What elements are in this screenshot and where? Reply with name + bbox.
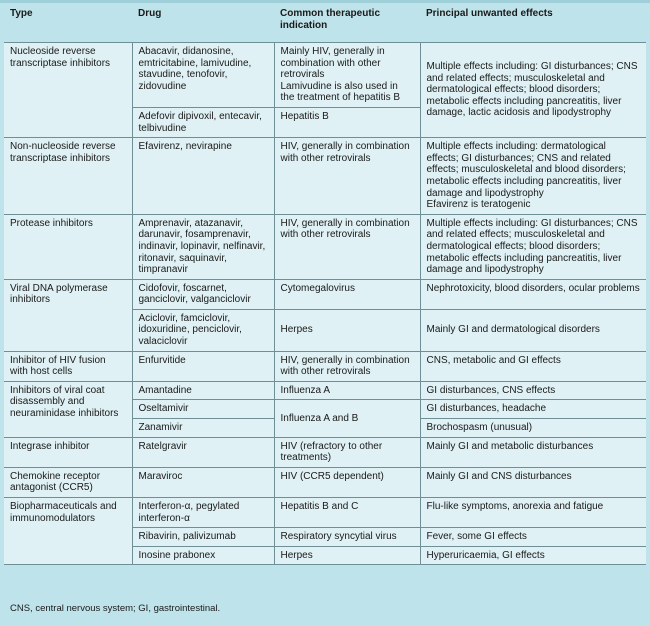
effects-cell: Hyperuricaemia, GI effects	[420, 546, 646, 565]
drug-cell: Amantadine	[132, 381, 274, 400]
indication-text: Mainly HIV, generally in combination with other retrovirals	[280, 46, 385, 81]
effects-text: Multiple effects including: dermatological effects; GI disturbances; CNS and related effects; musculoskeletal and blood disorders; metabolic effects including pancreatitis, liver damage and lipodystrophy	[426, 141, 626, 199]
indication-cell	[274, 43, 420, 108]
header-row	[4, 4, 646, 43]
table-row	[4, 43, 646, 108]
table-row	[4, 351, 646, 381]
type-cell: Nucleoside reverse transcriptase inhibitors	[4, 43, 132, 138]
type-cell: Viral DNA polymerase inhibitors	[4, 279, 132, 351]
effects-cell: CNS, metabolic and GI effects	[420, 351, 646, 381]
type-cell: Biopharmaceuticals and immunomodulators	[4, 498, 132, 565]
effects-cell: Nephrotoxicity, blood disorders, ocular problems	[420, 279, 646, 309]
type-cell: Inhibitors of viral coat disassembly and neuraminidase inhibitors	[4, 381, 132, 437]
effects-cell: Multiple effects including: GI disturbances; CNS and related effects; musculoskeletal and dermatological effects; blood disorders; metabolic effects including pancreatitis, liver damage, lactic acidosis and lipodystrophy	[420, 43, 646, 138]
drug-cell: Aciclovir, famciclovir, idoxuridine, penciclovir, valaciclovir	[132, 309, 274, 351]
top-rule	[0, 0, 650, 3]
indication-cell: HIV, generally in combination with other retrovirals	[274, 351, 420, 381]
header-indication: Common therapeutic indication	[274, 4, 420, 43]
effects-cell: Fever, some GI effects	[420, 528, 646, 547]
indication-cell: Hepatitis B	[274, 107, 420, 137]
drug-cell: Adefovir dipivoxil, entecavir, telbivudine	[132, 107, 274, 137]
table-row	[4, 437, 646, 467]
type-cell: Protease inhibitors	[4, 214, 132, 279]
drug-cell: Zanamivir	[132, 419, 274, 438]
indication-cell: HIV (refractory to other treatments)	[274, 437, 420, 467]
indication-cell: HIV, generally in combination with other retrovirals	[274, 214, 420, 279]
type-cell: Chemokine receptor antagonist (CCR5)	[4, 467, 132, 497]
indication-cell: HIV, generally in combination with other retrovirals	[274, 138, 420, 215]
indication-cell: Herpes	[274, 309, 420, 351]
effects-note: Efavirenz is teratogenic	[426, 199, 531, 211]
antiviral-drugs-table	[4, 4, 646, 565]
drug-cell: Maraviroc	[132, 467, 274, 497]
header-drug: Drug	[132, 4, 274, 43]
effects-cell: GI disturbances, headache	[420, 400, 646, 419]
type-cell: Non-nucleoside reverse transcriptase inhibitors	[4, 138, 132, 215]
effects-cell: Flu-like symptoms, anorexia and fatigue	[420, 498, 646, 528]
effects-cell	[420, 138, 646, 215]
effects-cell: Mainly GI and metabolic disturbances	[420, 437, 646, 467]
drug-cell: Enfurvitide	[132, 351, 274, 381]
indication-cell: Respiratory syncytial virus	[274, 528, 420, 547]
type-cell: Integrase inhibitor	[4, 437, 132, 467]
drug-cell: Oseltamivir	[132, 400, 274, 419]
type-cell: Inhibitor of HIV fusion with host cells	[4, 351, 132, 381]
indication-cell: HIV (CCR5 dependent)	[274, 467, 420, 497]
indication-cell: Herpes	[274, 546, 420, 565]
table-row	[4, 381, 646, 400]
indication-cell: Cytomegalovirus	[274, 279, 420, 309]
table-row	[4, 279, 646, 309]
effects-cell: Multiple effects including: GI disturbances; CNS and related effects; musculoskeletal and dermatological effects; blood disorders; metabolic effects including pancreatitis, liver damage and lipodystrophy	[420, 214, 646, 279]
effects-cell: Mainly GI and CNS disturbances	[420, 467, 646, 497]
indication-cell: Hepatitis B and C	[274, 498, 420, 528]
drug-cell: Amprenavir, atazanavir, darunavir, fosamprenavir, indinavir, lopinavir, nelfinavir, ritonavir, saquinavir, timpranavir	[132, 214, 274, 279]
effects-cell: Brochospasm (unusual)	[420, 419, 646, 438]
indication-note: Lamivudine is also used in the treatment of hepatitis B	[280, 80, 401, 104]
indication-cell: Influenza A and B	[274, 400, 420, 437]
drug-cell: Ratelgravir	[132, 437, 274, 467]
table-row	[4, 138, 646, 215]
drug-cell: Efavirenz, nevirapine	[132, 138, 274, 215]
indication-cell: Influenza A	[274, 381, 420, 400]
table-row	[4, 467, 646, 497]
drug-cell: Ribavirin, palivizumab	[132, 528, 274, 547]
header-type: Type	[4, 4, 132, 43]
table-row	[4, 498, 646, 528]
table-row	[4, 214, 646, 279]
drug-cell: Cidofovir, foscarnet, ganciclovir, valganciclovir	[132, 279, 274, 309]
drug-cell: Interferon-α, pegylated interferon-α	[132, 498, 274, 528]
drug-cell: Inosine prabonex	[132, 546, 274, 565]
table-footnote: CNS, central nervous system; GI, gastrointestinal.	[10, 603, 221, 614]
effects-cell: Mainly GI and dermatological disorders	[420, 309, 646, 351]
effects-cell: GI disturbances, CNS effects	[420, 381, 646, 400]
drug-cell: Abacavir, didanosine, emtricitabine, lamivudine, stavudine, tenofovir, zidovudine	[132, 43, 274, 108]
header-effects: Principal unwanted effects	[420, 4, 646, 43]
